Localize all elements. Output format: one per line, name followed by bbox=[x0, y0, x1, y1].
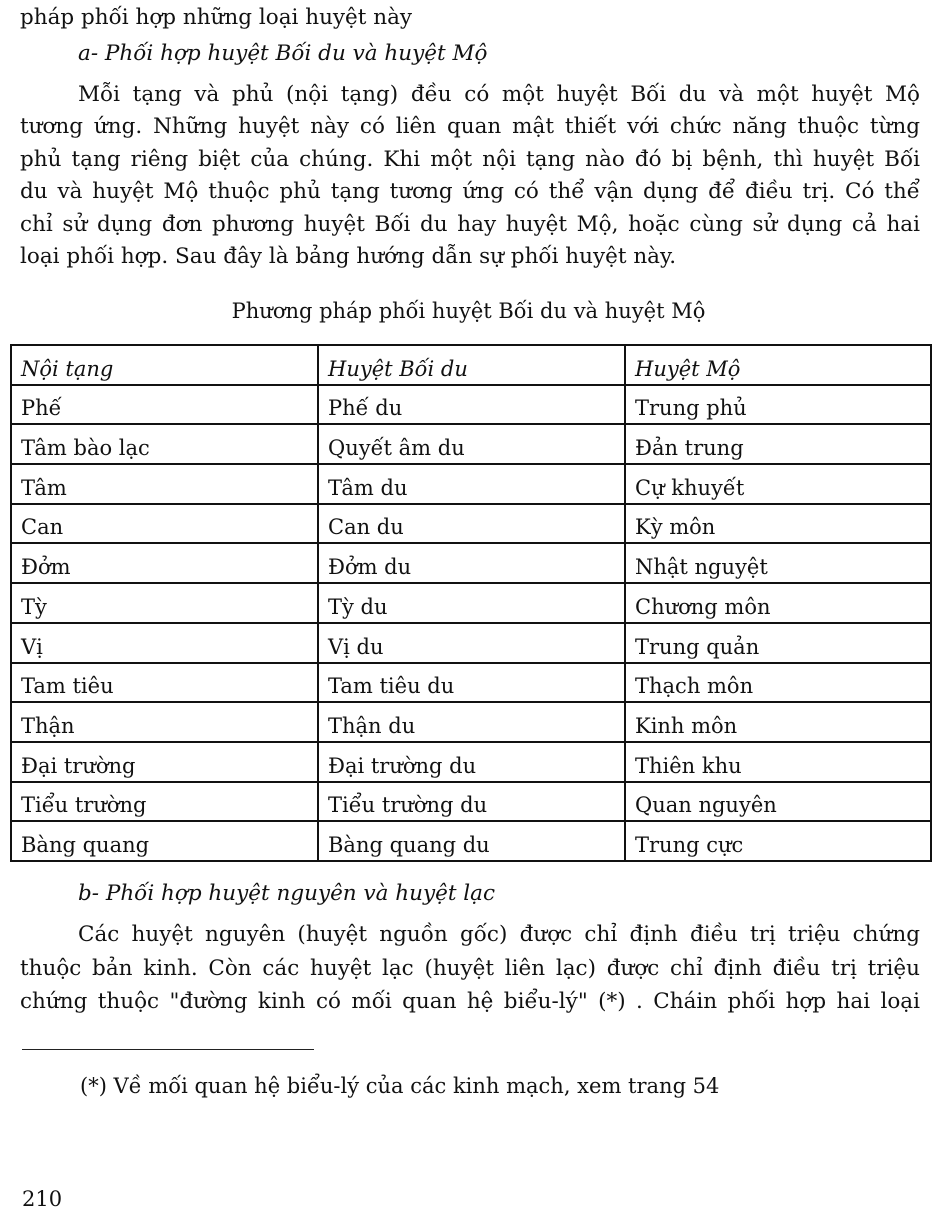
table-row bbox=[11, 663, 931, 703]
table-cell: Thạch môn bbox=[625, 663, 931, 703]
table-caption: Phương pháp phối huyệt Bối du và huyệt Mộ bbox=[231, 299, 706, 323]
table-cell: Trung quản bbox=[625, 623, 931, 663]
table-cell: Tâm bbox=[11, 464, 318, 504]
table-row bbox=[11, 385, 931, 425]
header-cell: Huyệt Bối du bbox=[318, 345, 625, 385]
table-cell: Đại trường du bbox=[318, 742, 625, 782]
paragraph-a-line: phủ tạng riêng biệt của chúng. Khi một nội tạng nào đó bị bệnh, thì huyệt Bối bbox=[20, 146, 920, 172]
table-cell: Đởm du bbox=[318, 543, 625, 583]
table-cell: Can bbox=[11, 504, 318, 544]
paragraph-b bbox=[20, 918, 920, 1019]
table-row bbox=[11, 742, 931, 782]
table-cell: Quyết âm du bbox=[318, 424, 625, 464]
table-cell: Thiên khu bbox=[625, 742, 931, 782]
table-cell: Tiểu trường du bbox=[318, 782, 625, 822]
table-cell: Quan nguyên bbox=[625, 782, 931, 822]
table-row bbox=[11, 464, 931, 504]
intro-line: pháp phối hợp những loại huyệt này bbox=[20, 5, 413, 30]
table-row bbox=[11, 623, 931, 663]
table-cell: Bàng quang bbox=[11, 821, 318, 861]
acupoint-table bbox=[10, 344, 932, 862]
table-cell: Tỳ du bbox=[318, 583, 625, 623]
footnote-rule bbox=[22, 1049, 314, 1050]
table-cell: Tiểu trường bbox=[11, 782, 318, 822]
section-a-heading: a- Phối hợp huyệt Bối du và huyệt Mộ bbox=[78, 41, 488, 66]
table-cell: Thận du bbox=[318, 702, 625, 742]
table-cell: Đại trường bbox=[11, 742, 318, 782]
paragraph-a-line: du và huyệt Mộ thuộc phủ tạng tương ứng có thể vận dụng để điều trị. Có thể bbox=[20, 179, 920, 205]
table-row bbox=[11, 583, 931, 623]
table-cell: Tam tiêu bbox=[11, 663, 318, 703]
paragraph-a-line: Mỗi tạng và phủ (nội tạng) đều có một huyệt Bối du và một huyệt Mộ bbox=[78, 82, 920, 107]
section-b-heading: b- Phối hợp huyệt nguyên và huyệt lạc bbox=[78, 881, 496, 906]
paragraph-b-line: thuộc bản kinh. Còn các huyệt lạc (huyệt liên lạc) được chỉ định điều trị triệu bbox=[20, 955, 920, 981]
table-cell: Tam tiêu du bbox=[318, 663, 625, 703]
paragraph-b-line: chứng thuộc "đường kinh có mối quan hệ biểu-lý" (*) . Cháin phối hợp hai loại bbox=[20, 989, 920, 1014]
table-cell: Vị bbox=[11, 623, 318, 663]
table-cell: Trung phủ bbox=[625, 385, 931, 425]
table-cell: Chương môn bbox=[625, 583, 931, 623]
table-cell: Kinh môn bbox=[625, 702, 931, 742]
paragraph-a-line: tương ứng. Những huyệt này có liên quan mật thiết với chức năng thuộc từng bbox=[20, 114, 920, 140]
table-cell: Đởm bbox=[11, 543, 318, 583]
header-cell: Huyệt Mộ bbox=[625, 345, 931, 385]
table-cell: Trung cực bbox=[625, 821, 931, 861]
table-row bbox=[11, 821, 931, 861]
table-row bbox=[11, 702, 931, 742]
header-cell: Nội tạng bbox=[11, 345, 318, 385]
table-cell: Tỳ bbox=[11, 583, 318, 623]
table-cell: Can du bbox=[318, 504, 625, 544]
table-cell: Kỳ môn bbox=[625, 504, 931, 544]
table-row bbox=[11, 782, 931, 822]
table-cell: Bàng quang du bbox=[318, 821, 625, 861]
table-cell: Phế du bbox=[318, 385, 625, 425]
table-cell: Phế bbox=[11, 385, 318, 425]
table-cell: Nhật nguyệt bbox=[625, 543, 931, 583]
table-cell: Đản trung bbox=[625, 424, 931, 464]
table-cell: Vị du bbox=[318, 623, 625, 663]
table-row bbox=[11, 543, 931, 583]
table-cell: Tâm bào lạc bbox=[11, 424, 318, 464]
table-cell: Thận bbox=[11, 702, 318, 742]
table-row bbox=[11, 504, 931, 544]
table-cell: Cự khuyết bbox=[625, 464, 931, 504]
table-cell: Tâm du bbox=[318, 464, 625, 504]
table-row bbox=[11, 424, 931, 464]
paragraph-b-line: Các huyệt nguyên (huyệt nguồn gốc) được chỉ định điều trị triệu chứng bbox=[78, 922, 920, 947]
page-number: 210 bbox=[22, 1187, 63, 1211]
paragraph-a bbox=[20, 79, 920, 273]
paragraph-a-line: loại phối hợp. Sau đây là bảng hướng dẫn sự phối huyệt này. bbox=[20, 244, 677, 270]
table-header-row bbox=[11, 345, 931, 385]
footnote: (*) Về mối quan hệ biểu-lý của các kinh mạch, xem trang 54 bbox=[80, 1074, 720, 1098]
paragraph-a-line: chỉ sử dụng đơn phương huyệt Bối du hay huyệt Mộ, hoặc cùng sử dụng cả hai bbox=[20, 211, 920, 237]
